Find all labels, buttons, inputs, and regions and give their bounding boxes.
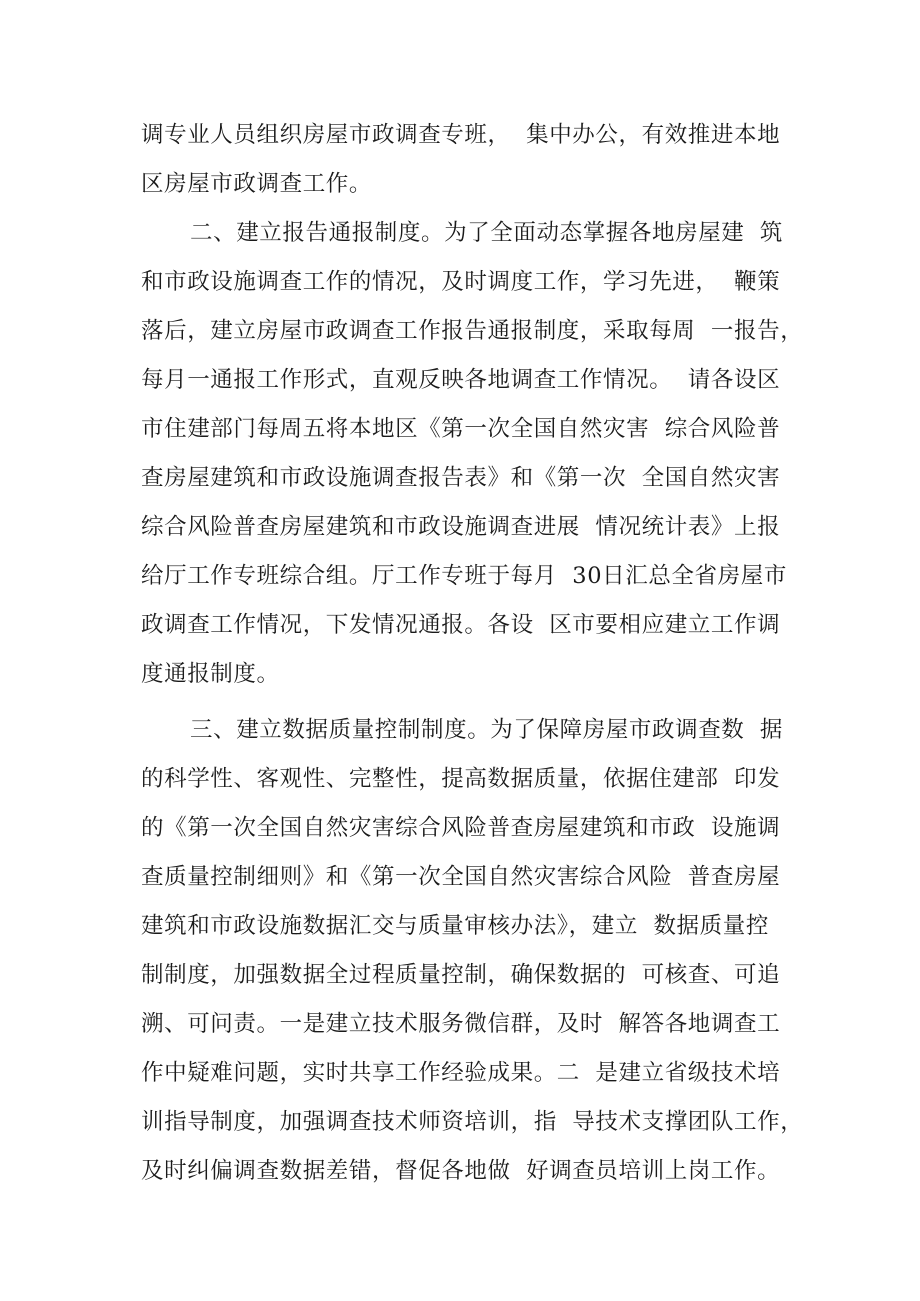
text-line-10: 给厅工作专班综合组。厅工作专班于每月 30日汇总全省房屋市 <box>141 563 787 589</box>
text-line-20: 作中疑难问题，实时共享工作经验成果。二 是建立省级技术培 <box>141 1060 781 1086</box>
text-line-6: 每月一通报工作形式，直观反映各地调查工作情况。 请各设区 <box>141 367 781 393</box>
text-line-7: 市住建部门每周五将本地区《第一次全国自然灾害 综合风险普 <box>141 416 781 442</box>
text-line-2: 区房屋市政调查工作。 <box>141 171 373 197</box>
text-line-11: 政调查工作情况，下发情况通报。各设 区市要相应建立工作调 <box>141 612 781 638</box>
text-line-8: 查房屋建筑和市政设施调查报告表》和《第一次 全国自然灾害 <box>141 465 781 491</box>
text-line-13: 三、建立数据质量控制制度。为了保障房屋市政调查数 据 <box>190 717 784 743</box>
text-line-17: 建筑和市政设施数据汇交与质量审核办法》，建立 数据质量控 <box>141 913 769 939</box>
text-line-1: 调专业人员组织房屋市政调查专班， 集中办公，有效推进本地 <box>141 122 781 148</box>
text-line-14: 的科学性、客观性、完整性，提高数据质量，依据住建部 印发 <box>141 766 781 792</box>
text-line-15: 的《第一次全国自然灾害综合风险普查房屋建筑和市政 设施调 <box>141 815 781 841</box>
text-line-3: 二、建立报告通报制度。为了全面动态掌握各地房屋建 筑 <box>190 220 784 246</box>
text-line-5: 落后，建立房屋市政调查工作报告通报制度，采取每周 一报告， <box>141 318 804 344</box>
text-line-19: 溯、可问责。一是建立技术服务微信群，及时 解答各地调查工 <box>141 1011 781 1037</box>
text-line-16: 查质量控制细则》和《第一次全国自然灾害综合风险 普查房屋 <box>141 864 781 890</box>
text-line-18: 制制度，加强数据全过程质量控制，确保数据的 可核查、可追 <box>141 962 781 988</box>
text-line-21: 训指导制度，加强调查技术师资培训，指 导技术支撑团队工作， <box>141 1109 804 1135</box>
text-line-12: 度通报制度。 <box>141 661 280 687</box>
text-line-22: 及时纠偏调查数据差错，督促各地做 好调查员培训上岗工作。 <box>141 1158 781 1184</box>
text-line-9: 综合风险普查房屋建筑和市政设施调查进展 情况统计表》上报 <box>141 514 781 540</box>
text-line-4: 和市政设施调查工作的情况，及时调度工作，学习先进， 鞭策 <box>141 269 781 295</box>
